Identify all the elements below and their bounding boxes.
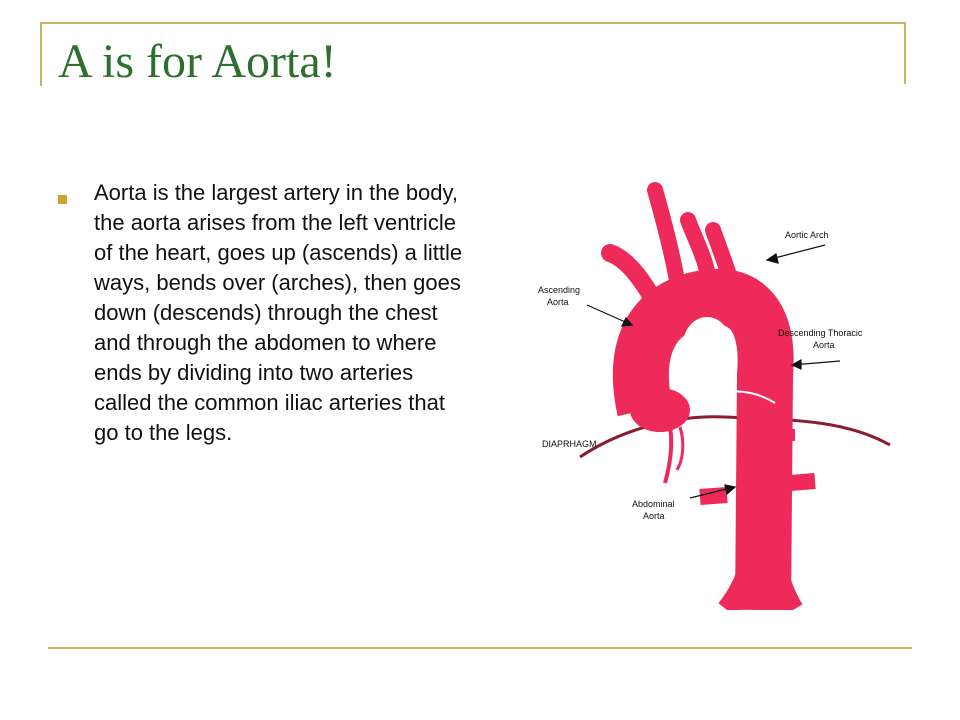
aorta-illustration xyxy=(495,165,905,610)
renal-branch-right xyxy=(790,481,815,483)
arrowhead-aortic-arch xyxy=(767,254,778,263)
aorta-diagram xyxy=(495,165,905,610)
bullet-list xyxy=(58,178,463,448)
arch-inner xyxy=(683,317,731,373)
label-descending-1: Descending Thoracic xyxy=(778,328,863,338)
diaphragm-shape xyxy=(580,417,890,457)
label-descending-2: Aorta xyxy=(813,340,835,350)
bullet-marker-icon xyxy=(58,195,67,204)
right-rule xyxy=(904,22,906,84)
slide-title: A is for Aorta! xyxy=(58,35,337,88)
label-ascending-1: Ascending xyxy=(538,285,581,295)
branch-1 xyxy=(610,253,660,310)
label-abdominal-1: Abdominal xyxy=(632,499,675,509)
small-vessel-1 xyxy=(665,427,671,483)
small-vessel-2 xyxy=(677,427,683,470)
label-ascending-2: Aorta xyxy=(547,297,569,307)
bottom-rule xyxy=(48,647,912,649)
renal-branch-left xyxy=(700,495,727,497)
label-aortic-arch: Aortic Arch xyxy=(785,230,829,240)
label-abdominal-2: Aorta xyxy=(643,511,665,521)
top-rule xyxy=(40,22,906,24)
bullet-item: Aorta is the largest artery in the body, the aorta arises from the left ventricle of the heart, goes up (ascends) a little ways, bends over (arches), then goes down (descends) through the chest and through the abdomen to where ends by dividing into two arteries called the common iliac arteries that go to the legs. xyxy=(94,180,463,445)
aortic-root xyxy=(630,388,690,432)
left-rule xyxy=(40,22,42,86)
arrowhead-abdominal xyxy=(725,485,735,494)
label-diaphragm: DIAPRHAGM xyxy=(542,439,597,449)
